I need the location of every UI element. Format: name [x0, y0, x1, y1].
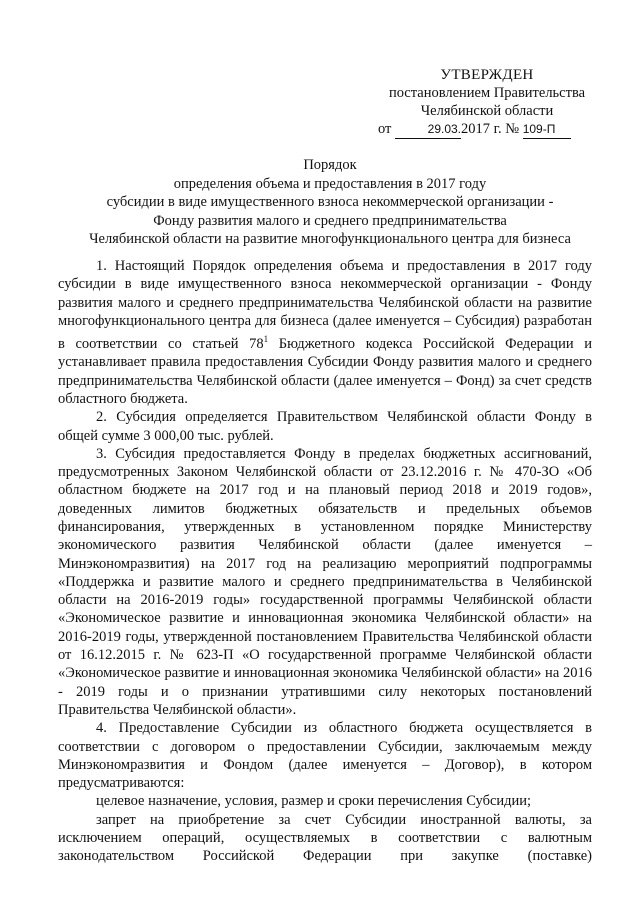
approval-number: 109-П: [523, 120, 571, 139]
paragraph-1: [58, 257, 592, 408]
article-superscript: 1: [263, 334, 269, 345]
approval-date: 29.03.: [395, 120, 461, 139]
title-line: Челябинской области на развитие многофункционального центра для бизнеса: [89, 231, 571, 248]
approval-prefix: от: [378, 121, 392, 137]
document-title: [40, 156, 620, 249]
approval-stamp: [372, 66, 602, 139]
approval-line-1: постановлением Правительства: [388, 85, 586, 101]
paragraph-2: 2. Субсидия определяется Правительством Челябинской области Фонду в общей сумме 3 000,00 тыс. рублей.: [58, 409, 592, 444]
title-line: Фонду развития малого и среднего предпринимательства: [153, 212, 507, 229]
approval-line-2: Челябинской области: [420, 103, 554, 119]
paragraph-4: 4. Предоставление Субсидии из областного бюджета осуществляется в соответствии с договором о предоставлении Субсидии, заключаемым между Минэкономразвития и Фондом (далее именуется – Договор), в котором предусматриваются:: [58, 720, 592, 792]
document-body: [58, 257, 592, 866]
approval-date-line: [372, 120, 602, 139]
title-line: определения объема и предоставления в 2017 году: [173, 175, 487, 192]
paragraph-3: 3. Субсидия предоставляется Фонду в пределах бюджетных ассигнований, предусмотренных Законом Челябинской области от 23.12.2016 г. № 470-ЗО «Об областном бюджете на 2017 год и на плановый период 2018 и 2019 годов», доведенных лимитов бюджетных обязательств и предельных объемов финансирования, утвержденных в установленном порядке Министерству экономического развития Челябинской области (далее именуется – Минэкономразвития) на 2017 год на реализацию мероприятий подпрограммы «Поддержка и развитие малого и среднего предпринимательства в Челябинской области на 2016-2019 годы» государственной программы Челябинской области «Экономическое развитие и инновационная экономика Челябинской области» на 2016-2019 годы, утвержденной постановлением Правительства Челябинской области от 16.12.2015 г. № 623-П «О государственной программе Челябинской области «Экономическое развитие и инновационная экономика Челябинской области» на 2016 - 2019 годы и о признании утратившими силу некоторых постановлений Правительства Челябинской области».: [58, 445, 592, 718]
title-line: Порядок: [303, 157, 357, 173]
paragraph-5: целевое назначение, условия, размер и сроки перечисления Субсидии;: [96, 793, 532, 810]
title-line: субсидии в виде имущественного взноса некоммерческой организации -: [106, 194, 554, 211]
approval-heading: УТВЕРЖДЕН: [440, 67, 534, 83]
paragraph-6: запрет на приобретение за счет Субсидии иностранной валюты, за исключением операций, осуществляемых в соответствии с валютным законодательством Российской Федерации при закупке (поставке): [58, 811, 592, 865]
paragraph-1-text-b: Бюджетного кодекса Российской Федерации и устанавливает правила предоставления Субсидии Фонду развития малого и среднего предпринимательства Челябинской области (далее именуется – Фонд) за счет средств областного бюджета.: [58, 336, 592, 407]
paragraph-1-text-a: 1. Настоящий Порядок определения объема и предоставления в 2017 году субсидии в виде имущественного взноса некоммерческой организации - Фонду развития малого и среднего предпринимательства Челябинской области на развитие многофункционального центра для бизнеса (далее именуется – Субсидия) разработан в соответствии со статьей 78: [58, 258, 592, 353]
approval-year: 2017 г. №: [461, 121, 520, 137]
